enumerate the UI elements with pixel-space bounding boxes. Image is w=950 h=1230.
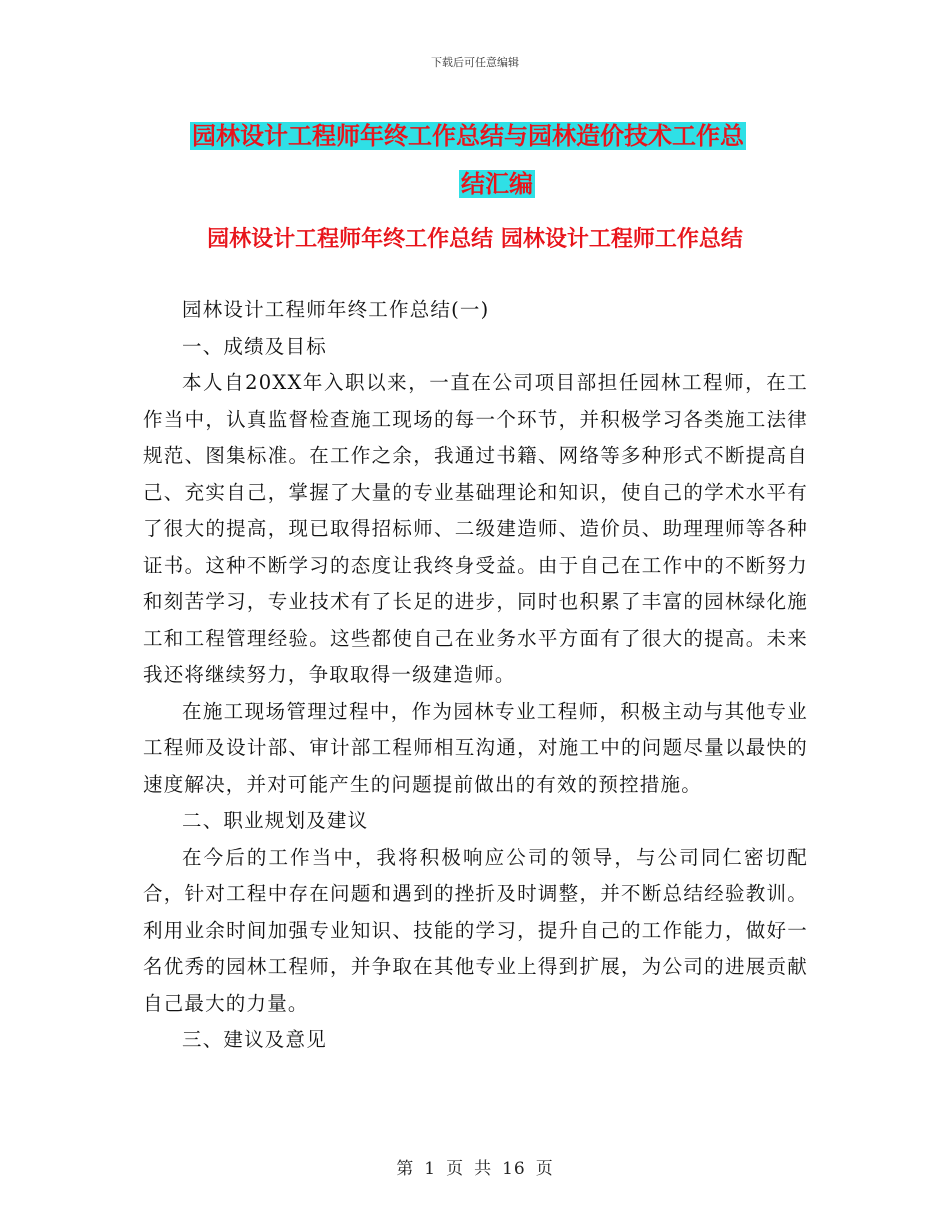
document-title-line1: 园林设计工程师年终工作总结与园林造价技术工作总 [192, 122, 744, 150]
footer-label-total: 共 [474, 1159, 493, 1179]
paragraph-site-management: 在施工现场管理过程中，作为园林专业工程师，积极主动与其他专业工程师及设计部、审计部工程师相互沟通，对施工中的问题尽量以最快的速度解决，并对可能产生的问题提前做出的有效的预控措施。 [143, 699, 808, 796]
paragraph-achievements: 本人自20XX年入职以来，一直在公司项目部担任园林工程师，在工作当中，认真监督检查施工现场的每一个环节，并积极学习各类施工法律规范、图集标准。在工作之余，我通过书籍、网络等多种形式不断提高自己、充实自己，掌握了大量的专业基础理论和知识，使自己的学术水平有了很大的提高，现已取得招标师、二级建造师、造价员、助理理师等各种证书。这种不断学习的态度让我终身受益。由于自己在工作中的不断努力和刻苦学习，专业技术有了长足的进步，同时也积累了丰富的园林绿化施工和工程管理经验。这些都使自己在业务水平方面有了很大的提高。未来我还将继续努力，争取取得一级建造师。 [143, 371, 808, 686]
heading-achievements: 一、成绩及目标 [182, 334, 327, 358]
section-heading: 园林设计工程师年终工作总结 园林设计工程师工作总结 [207, 227, 743, 252]
heading-suggestions: 三、建议及意见 [182, 1028, 327, 1051]
document-title [190, 112, 810, 208]
footer-label-page: 第 [396, 1159, 415, 1179]
page-number: 1 [424, 1159, 437, 1179]
document-title-line2: 结汇编 [461, 170, 533, 198]
footer-label-unit2: 页 [535, 1159, 554, 1179]
page-footer [0, 1154, 950, 1179]
heading-career-plan: 二、职业规划及建议 [182, 809, 369, 832]
page-header-note: 下载后可任意编辑 [431, 56, 519, 69]
subtitle: 园林设计工程师年终工作总结(一) [182, 298, 490, 321]
paragraph-career-plan: 在今后的工作当中，我将积极响应公司的领导，与公司同仁密切配合，针对工程中存在问题和遇到的挫折及时调整，并不断总结经验教训。利用业余时间加强专业知识、技能的学习，提升自己的工作能力，做好一名优秀的园林工程师，并争取在其他专业上得到扩展，为公司的进展贡献自己最大的力量。 [143, 845, 808, 1015]
footer-label-unit: 页 [446, 1159, 465, 1179]
total-pages: 16 [502, 1159, 526, 1179]
document-body [143, 292, 808, 1059]
